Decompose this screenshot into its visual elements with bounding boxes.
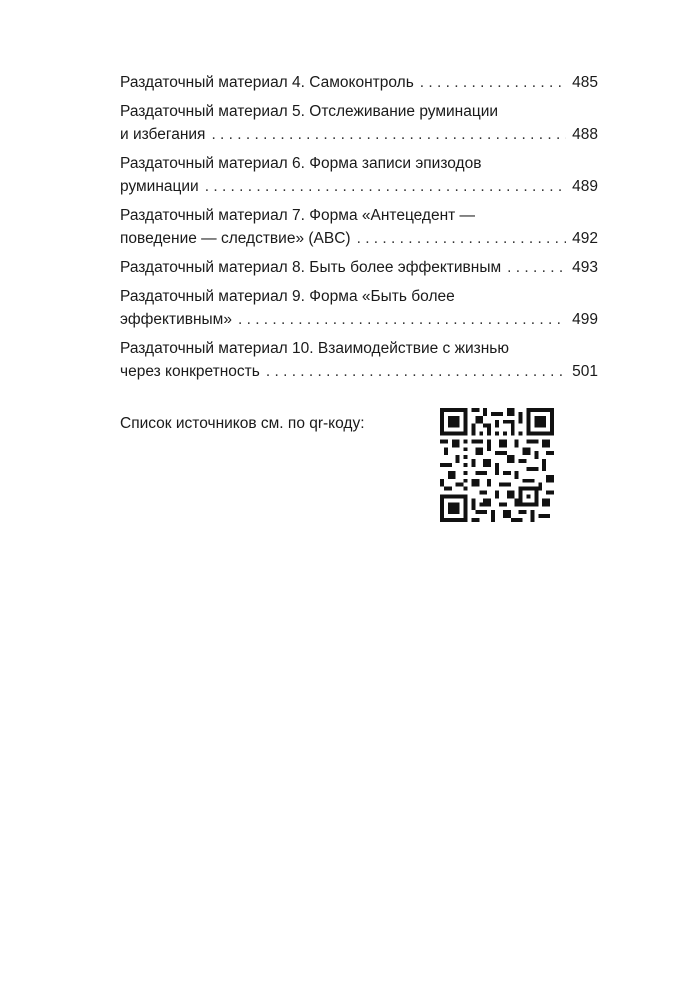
toc-entry-last-line xyxy=(120,71,598,94)
toc-leader-dots xyxy=(205,175,566,198)
table-of-contents xyxy=(120,71,598,389)
toc-leader-dots xyxy=(211,123,566,146)
toc-entry-title-continuation: поведение — следствие» (ABC) xyxy=(120,230,351,247)
toc-entry-title-line: Раздаточный материал 5. Отслеживание руминации xyxy=(120,103,499,120)
toc-entry-title: Раздаточный материал 4. Самоконтроль xyxy=(120,74,414,91)
qr-code-icon[interactable] xyxy=(440,408,554,522)
toc-entry-title-continuation: эффективным» xyxy=(120,311,232,328)
toc-page-number: 501 xyxy=(572,363,598,380)
toc-leader-dots xyxy=(266,360,566,383)
toc-entry-last-line xyxy=(120,227,598,250)
toc-leader-dots xyxy=(357,227,567,250)
toc-entry-title-continuation: руминации xyxy=(120,178,199,195)
toc-page-number: 492 xyxy=(572,230,598,247)
toc-entry-title-continuation: и избегания xyxy=(120,126,206,143)
toc-leader-dots xyxy=(507,256,566,279)
toc-entry-last-line xyxy=(120,123,598,146)
toc-entry-title-line: Раздаточный материал 9. Форма «Быть более xyxy=(120,288,455,305)
toc-page-number: 489 xyxy=(572,178,598,195)
toc-page-number: 499 xyxy=(572,311,598,328)
toc-entry-title-continuation: через конкретность xyxy=(120,363,260,380)
toc-entry-handout-4 xyxy=(120,71,598,94)
toc-entry-handout-6 xyxy=(120,152,598,198)
toc-entry-last-line xyxy=(120,360,598,383)
sources-note: Список источников см. по qr-коду: xyxy=(120,415,365,432)
toc-entry-handout-5 xyxy=(120,100,598,146)
toc-leader-dots xyxy=(238,308,566,331)
toc-leader-dots xyxy=(420,71,566,94)
toc-page-number: 488 xyxy=(572,126,598,143)
toc-page-number: 485 xyxy=(572,74,598,91)
toc-entry-handout-7 xyxy=(120,204,598,250)
toc-entry-handout-9 xyxy=(120,285,598,331)
toc-entry-last-line xyxy=(120,308,598,331)
toc-entry-handout-8 xyxy=(120,256,598,279)
toc-entry-last-line xyxy=(120,175,598,198)
toc-entry-handout-10 xyxy=(120,337,598,383)
toc-entry-title: Раздаточный материал 8. Быть более эффективным xyxy=(120,259,502,276)
toc-entry-title-line: Раздаточный материал 6. Форма записи эпизодов xyxy=(120,155,482,172)
toc-entry-last-line xyxy=(120,256,598,279)
toc-page-number: 493 xyxy=(572,259,598,276)
toc-entry-title-line: Раздаточный материал 10. Взаимодействие с жизнью xyxy=(120,340,509,357)
toc-entry-title-line: Раздаточный материал 7. Форма «Антецедент — xyxy=(120,207,476,224)
